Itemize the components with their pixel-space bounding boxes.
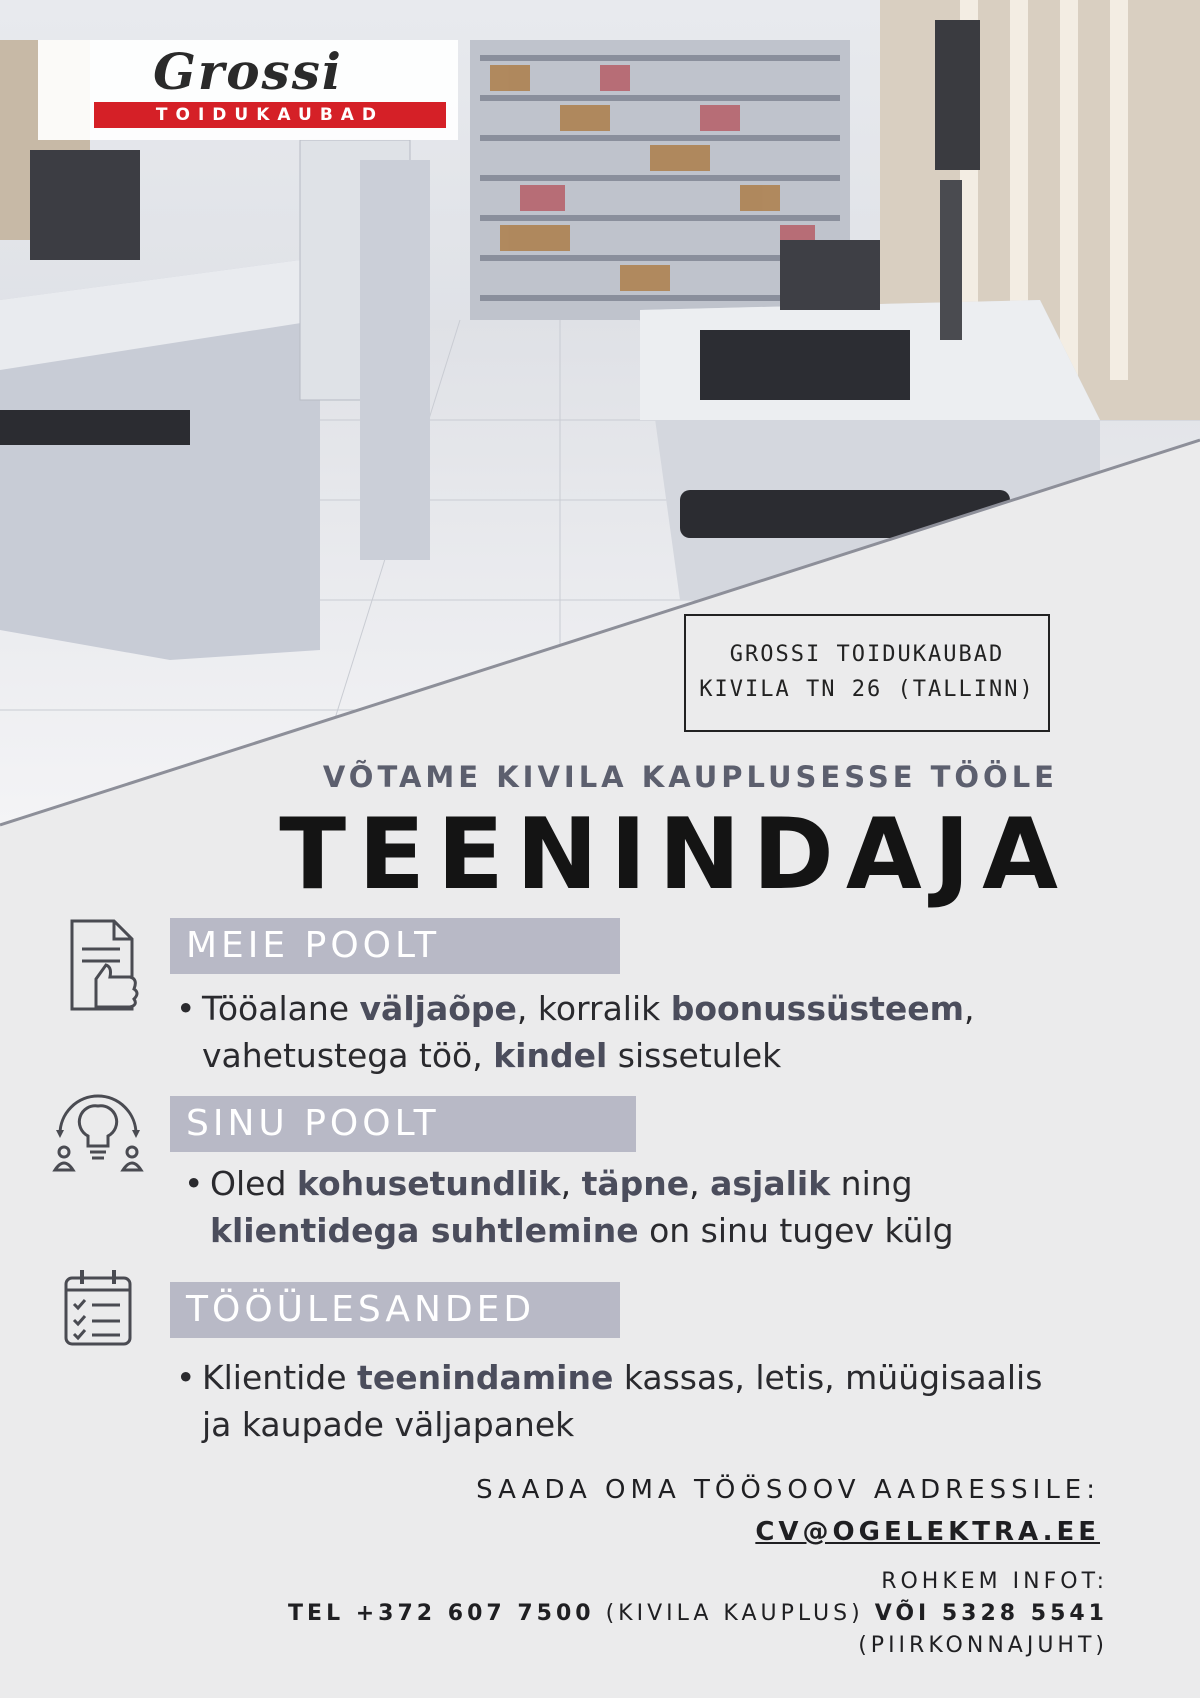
section-heading-meie-poolt: MEIE POOLT xyxy=(170,918,620,974)
store-address: KIVILA TN 26 (TALLINN) xyxy=(699,677,1035,702)
apply-email-link[interactable]: CV@OGELEKTRA.EE xyxy=(755,1517,1100,1547)
phone-store[interactable]: TEL +372 607 7500 xyxy=(288,1601,595,1626)
body-line: klientidega suhtlemine on sinu tugev külg xyxy=(210,1211,954,1250)
store-name: GROSSI TOIDUKAUBAD xyxy=(729,642,1005,667)
body-line: vahetustega töö, kindel sissetulek xyxy=(202,1036,782,1075)
contact-info xyxy=(288,1566,1108,1662)
bullet-dot: • xyxy=(176,1358,196,1397)
section-body-sinu-poolt xyxy=(184,1160,1110,1254)
bullet-dot: • xyxy=(184,1164,204,1203)
section-heading-sinu-poolt: SINU POOLT xyxy=(170,1096,636,1152)
info-label: ROHKEM INFOT: xyxy=(881,1569,1108,1594)
info-role-note: (PIIRKONNAJUHT) xyxy=(858,1633,1108,1658)
lightbulb-people-icon xyxy=(52,1090,144,1174)
grossi-logo xyxy=(38,40,458,140)
body-line: Tööalane väljaõpe, korralik boonussüsteem, xyxy=(202,989,975,1028)
calendar-checklist-icon xyxy=(62,1268,134,1348)
body-line: Klientide teenindamine kassas, letis, müügisaalis xyxy=(202,1358,1043,1397)
apply-instruction: SAADA OMA TÖÖSOOV AADRESSILE: xyxy=(476,1475,1100,1505)
section-body-tooulesanded xyxy=(176,1354,1142,1448)
section-body-meie-poolt xyxy=(176,985,1102,1079)
document-thumbs-up-icon xyxy=(66,915,146,1015)
job-title: TEENINDAJA xyxy=(279,798,1070,912)
apply-block xyxy=(476,1475,1100,1547)
body-line: Oled kohusetundlik, täpne, asjalik ning xyxy=(210,1164,913,1203)
logo-bar-text: TOIDUKAUBAD xyxy=(94,102,446,128)
section-heading-tooulesanded: TÖÖÜLESANDED xyxy=(170,1282,620,1338)
bullet-dot: • xyxy=(176,989,196,1028)
store-address-box xyxy=(684,614,1050,732)
logo-script-text: Grossi xyxy=(153,42,343,101)
phone-manager[interactable]: VÕI 5328 5541 xyxy=(874,1601,1108,1626)
body-line: ja kaupade väljapanek xyxy=(202,1405,575,1444)
hire-line: VÕTAME KIVILA KAUPLUSESSE TÖÖLE xyxy=(322,760,1058,794)
info-phone-line: TEL +372 607 7500 (KIVILA KAUPLUS) VÕI 5328 5541 xyxy=(288,1601,1108,1626)
